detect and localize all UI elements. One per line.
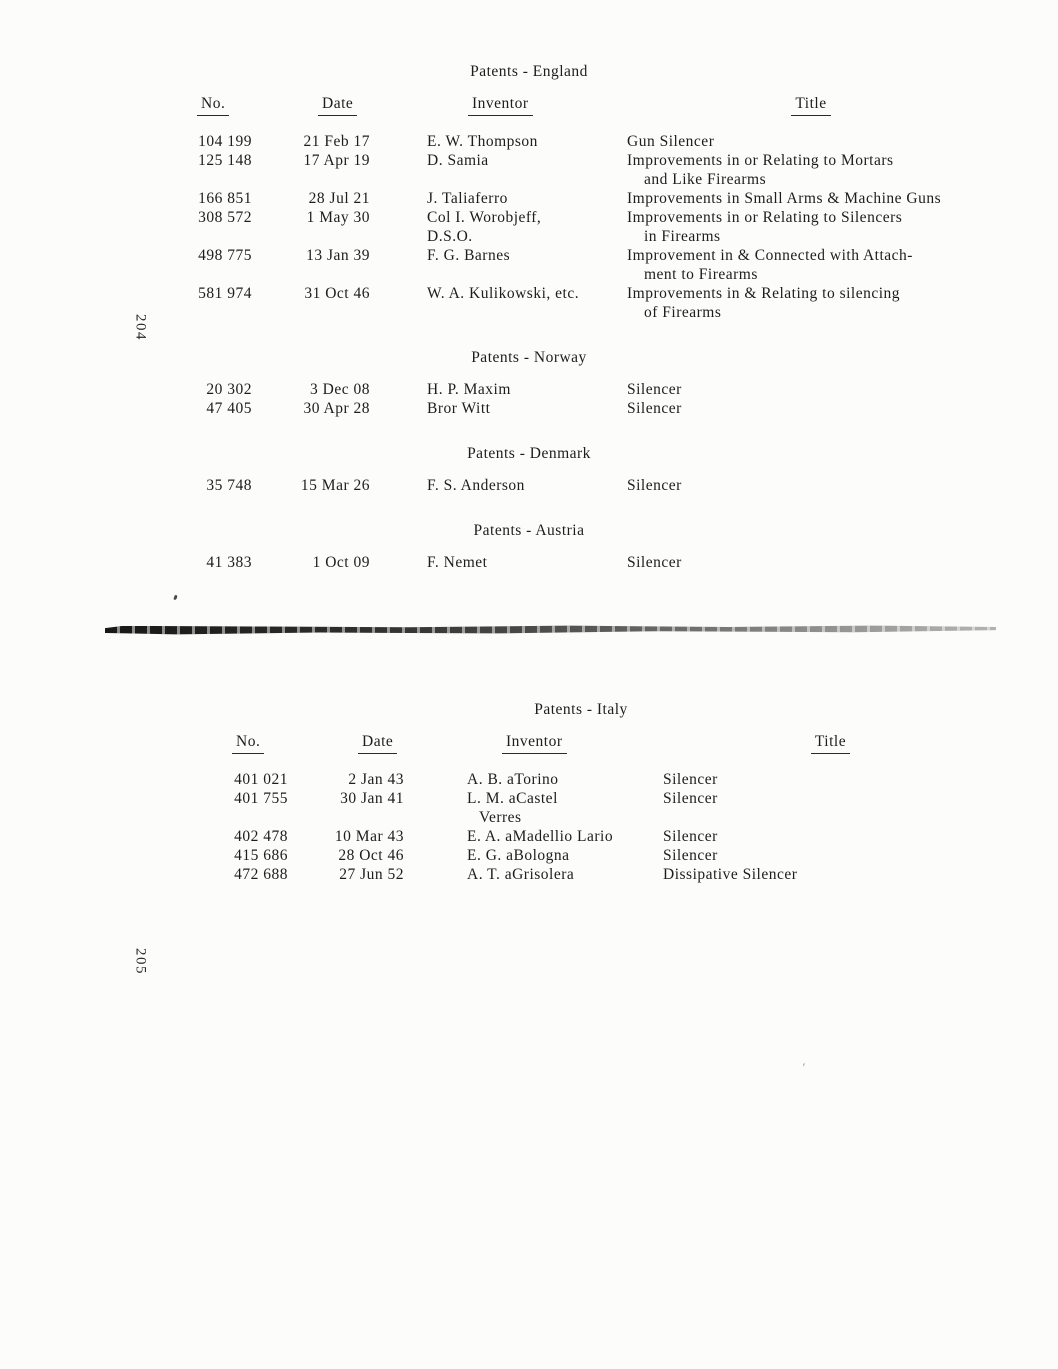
cell-inventor-line: Verres	[479, 809, 522, 826]
cell-no	[197, 284, 252, 322]
cell-title-line: Improvements in or Relating to Silencers	[627, 209, 903, 226]
cell-title-line: Improvements in Small Arms & Machine Guns	[627, 190, 942, 207]
column-header-date-label: Date	[358, 732, 397, 754]
column-header-inventor-label: Inventor	[468, 94, 533, 116]
cell-title	[663, 846, 998, 865]
table-title: Patents - Denmark	[467, 445, 591, 462]
cell-title-line: Silencer	[627, 554, 682, 571]
cell-title	[663, 770, 998, 789]
cell-inventor	[427, 189, 627, 208]
table-row	[197, 151, 995, 189]
cell-inventor-line: A. B. aTorino	[467, 771, 559, 788]
column-header-inventor	[467, 732, 663, 754]
column-header-title	[663, 732, 998, 754]
page-204	[0, 0, 1058, 572]
cell-inventor	[427, 380, 627, 399]
page-number-204: 204	[132, 314, 149, 341]
cell-title-line: ment to Firearms	[644, 266, 758, 283]
cell-inventor-line: F. S. Anderson	[427, 477, 525, 494]
cell-inventor	[427, 151, 627, 189]
cell-no	[232, 789, 288, 827]
cell-inventor-line: W. A. Kulikowski, etc.	[427, 285, 580, 302]
cell-no	[232, 865, 288, 884]
cell-date	[288, 865, 467, 884]
cell-inventor-line: A. T. aGrisolera	[467, 866, 575, 883]
cell-no	[232, 827, 288, 846]
cell-no	[197, 151, 252, 189]
cell-no-line: 581 974	[198, 285, 252, 302]
cell-no-line: 166 851	[198, 190, 252, 207]
cell-no-line: 472 688	[234, 866, 288, 883]
cell-title	[627, 399, 995, 418]
cell-inventor	[427, 476, 627, 495]
cell-title-line: Improvements in or Relating to Mortars	[627, 152, 894, 169]
table-title: Patents - Norway	[471, 349, 587, 366]
cell-title	[663, 865, 998, 884]
cell-no-line: 308 572	[198, 209, 252, 226]
cell-inventor	[467, 827, 663, 846]
cell-date	[252, 553, 427, 572]
cell-no-line: 104 199	[198, 133, 252, 150]
column-header-no	[232, 732, 288, 754]
column-header-date	[252, 94, 427, 116]
patent-table-patents-norway	[0, 348, 1058, 418]
column-header-no-label: No.	[197, 94, 229, 116]
table-row	[197, 399, 995, 418]
column-header-no-label: No.	[232, 732, 264, 754]
table-row	[197, 553, 995, 572]
cell-no	[197, 132, 252, 151]
page-number-205: 205	[132, 948, 149, 975]
cell-title	[627, 246, 995, 284]
page-205-sections	[0, 700, 1058, 884]
cell-date	[252, 246, 427, 284]
cell-date	[252, 476, 427, 495]
cell-title-line: Silencer	[627, 381, 682, 398]
cell-date-line: 28 Oct 46	[338, 847, 404, 864]
cell-title	[663, 827, 998, 846]
cell-inventor-line: D. Samia	[427, 152, 489, 169]
cell-title-line: in Firearms	[644, 228, 721, 245]
cell-inventor	[427, 132, 627, 151]
cell-date	[252, 380, 427, 399]
cell-no-line: 402 478	[234, 828, 288, 845]
cell-title-line: of Firearms	[644, 304, 722, 321]
cell-no	[197, 380, 252, 399]
column-header-inventor	[427, 94, 627, 116]
cell-inventor-line: E. G. aBologna	[467, 847, 570, 864]
page-205	[0, 634, 1058, 884]
cell-title	[627, 132, 995, 151]
cell-no	[197, 553, 252, 572]
cell-date-line: 21 Feb 17	[303, 133, 370, 150]
cell-inventor-line: J. Taliaferro	[427, 190, 508, 207]
cell-date-line: 3 Dec 08	[310, 381, 370, 398]
table-header-row	[197, 94, 995, 116]
cell-title-line: Silencer	[663, 790, 718, 807]
cell-date-line: 28 Jul 21	[308, 190, 370, 207]
cell-date-line: 10 Mar 43	[334, 828, 404, 845]
cell-inventor-line: Col I. Worobjeff,	[427, 209, 542, 226]
cell-date-line: 30 Jan 41	[340, 790, 404, 807]
cell-no-line: 498 775	[198, 247, 252, 264]
cell-inventor	[427, 553, 627, 572]
cell-date	[252, 151, 427, 189]
cell-date	[252, 399, 427, 418]
cell-no	[197, 208, 252, 246]
cell-date-line: 31 Oct 46	[304, 285, 370, 302]
cell-title	[627, 476, 995, 495]
cell-inventor-line: Bror Witt	[427, 400, 491, 417]
cell-title-line: Improvements in & Relating to silencing	[627, 285, 901, 302]
cell-no	[232, 846, 288, 865]
cell-date-line: 1 May 30	[306, 209, 370, 226]
column-header-inventor-label: Inventor	[502, 732, 567, 754]
table-row	[232, 770, 998, 789]
table-row	[197, 132, 995, 151]
table-title: Patents - England	[470, 63, 588, 80]
cell-no-line: 125 148	[198, 152, 252, 169]
cell-no	[232, 770, 288, 789]
column-header-title-label: Title	[791, 94, 830, 116]
table-row	[232, 865, 998, 884]
cell-no	[197, 189, 252, 208]
cell-inventor	[427, 399, 627, 418]
table-title: Patents - Austria	[473, 522, 585, 539]
cell-title-line: Silencer	[627, 400, 682, 417]
cell-date-line: 17 Apr 19	[303, 152, 370, 169]
cell-title	[627, 151, 995, 189]
cell-no-line: 415 686	[234, 847, 288, 864]
cell-title-line: Dissipative Silencer	[663, 866, 798, 883]
cell-no-line: 401 021	[234, 771, 288, 788]
column-header-no	[197, 94, 252, 116]
cell-title-line: Gun Silencer	[627, 133, 715, 150]
cell-inventor-line: D.S.O.	[427, 228, 473, 245]
table-row	[197, 284, 995, 322]
column-header-title	[627, 94, 995, 116]
cell-title-line: Silencer	[663, 771, 718, 788]
table-row	[197, 208, 995, 246]
cell-date-line: 2 Jan 43	[348, 771, 404, 788]
table-row	[232, 846, 998, 865]
cell-no	[197, 399, 252, 418]
cell-no-line: 401 755	[234, 790, 288, 807]
table-row	[197, 380, 995, 399]
cell-date	[288, 827, 467, 846]
table-row	[232, 827, 998, 846]
cell-inventor-line: F. Nemet	[427, 554, 488, 571]
cell-date-line: 1 Oct 09	[312, 554, 370, 571]
cell-no-line: 20 302	[206, 381, 252, 398]
cell-title-line: Improvement in & Connected with Attach-	[627, 247, 913, 264]
patent-table-patents-austria	[0, 521, 1058, 572]
cell-inventor	[427, 208, 627, 246]
cell-title	[627, 189, 995, 208]
cell-date	[252, 284, 427, 322]
table-title: Patents - Italy	[534, 701, 628, 718]
cell-date-line: 13 Jan 39	[306, 247, 370, 264]
cell-title-line: Silencer	[627, 477, 682, 494]
cell-no	[197, 246, 252, 284]
cell-no-line: 47 405	[206, 400, 252, 417]
patent-table-patents-denmark	[0, 444, 1058, 495]
cell-date-line: 30 Apr 28	[303, 400, 370, 417]
cell-title	[627, 553, 995, 572]
column-header-title-label: Title	[811, 732, 850, 754]
cell-title	[663, 789, 998, 827]
column-header-date-label: Date	[318, 94, 357, 116]
patent-table-patents-england	[0, 62, 1058, 322]
cell-inventor	[427, 246, 627, 284]
cell-date	[288, 770, 467, 789]
cell-inventor	[467, 846, 663, 865]
scan-artifact-dot	[173, 595, 177, 601]
cell-title	[627, 208, 995, 246]
cell-title-line: and Like Firearms	[644, 171, 767, 188]
cell-inventor	[467, 789, 663, 827]
cell-date	[288, 846, 467, 865]
cell-title	[627, 284, 995, 322]
cell-no-line: 35 748	[206, 477, 252, 494]
column-header-date	[288, 732, 467, 754]
cell-title	[627, 380, 995, 399]
cell-inventor-line: L. M. aCastel	[467, 790, 558, 807]
cell-date	[252, 189, 427, 208]
table-row	[197, 476, 995, 495]
table-header-row	[232, 732, 998, 754]
cell-inventor	[467, 865, 663, 884]
cell-inventor	[467, 770, 663, 789]
cell-title-line: Silencer	[663, 847, 718, 864]
cell-no-line: 41 383	[206, 554, 252, 571]
cell-inventor	[427, 284, 627, 322]
page-204-sections	[0, 62, 1058, 572]
patent-table-patents-italy	[0, 700, 1058, 884]
cell-title-line: Silencer	[663, 828, 718, 845]
cell-date-line: 27 Jun 52	[339, 866, 404, 883]
cell-date-line: 15 Mar 26	[300, 477, 370, 494]
cell-date	[288, 789, 467, 827]
cell-date	[252, 208, 427, 246]
table-row	[197, 246, 995, 284]
cell-inventor-line: H. P. Maxim	[427, 381, 511, 398]
table-row	[197, 189, 995, 208]
cell-no	[197, 476, 252, 495]
cell-inventor-line: E. W. Thompson	[427, 133, 538, 150]
cell-date	[252, 132, 427, 151]
cell-inventor-line: E. A. aMadellio Lario	[467, 828, 614, 845]
cell-inventor-line: F. G. Barnes	[427, 247, 511, 264]
table-row	[232, 789, 998, 827]
